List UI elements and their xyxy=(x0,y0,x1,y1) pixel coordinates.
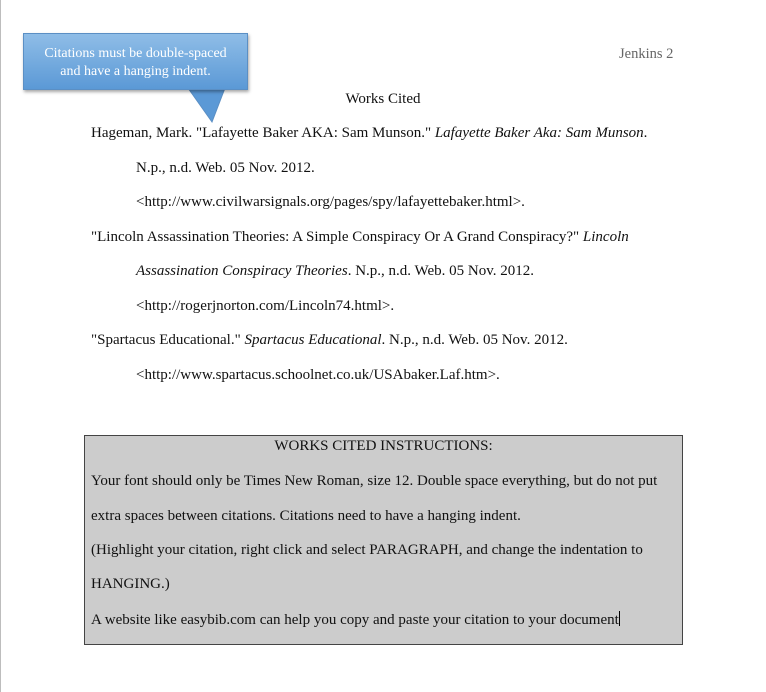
text-cursor xyxy=(619,611,620,626)
citation-2-line-2 xyxy=(136,263,534,280)
citation-3-pub-info: . N.p., n.d. Web. 05 Nov. 2012. xyxy=(381,332,568,348)
instructions-line-5-text: A website like easybib.com can help you copy and paste your citation to your document xyxy=(91,612,619,628)
instructions-box[interactable] xyxy=(84,435,683,645)
citation-3-site-title: Spartacus Educational xyxy=(244,332,382,348)
citation-3-title: "Spartacus Educational." xyxy=(91,332,245,348)
citation-1-author-title: Hageman, Mark. "Lafayette Baker AKA: Sam Munson." xyxy=(91,125,435,141)
citation-2-url: <http://rogerjnorton.com/Lincoln74.html>. xyxy=(136,298,395,314)
instructions-title: WORKS CITED INSTRUCTIONS: xyxy=(274,438,493,454)
works-cited-title: Works Cited xyxy=(345,91,421,107)
instructions-line-3: (Highlight your citation, right click and select PARAGRAPH, and change the indentation to xyxy=(91,542,643,558)
citation-3-line-1 xyxy=(91,332,568,349)
citation-1-site-title: Lafayette Baker Aka: Sam Munson xyxy=(434,125,644,141)
page-header-running-head: Jenkins 2 xyxy=(619,46,674,62)
citation-2-pub-info: . N.p., n.d. Web. 05 Nov. 2012. xyxy=(347,263,534,279)
citation-2-site-title-start: Lincoln xyxy=(582,229,629,245)
instructions-line-1: Your font should only be Times New Roman, size 12. Double space everything, but do not put xyxy=(91,473,658,489)
citation-1-url: <http://www.civilwarsignals.org/pages/spy/lafayettebaker.html>. xyxy=(136,194,525,210)
instructions-line-4: HANGING.) xyxy=(91,576,170,592)
citation-1-line-2: N.p., n.d. Web. 05 Nov. 2012. xyxy=(136,160,315,176)
instructions-line-5 xyxy=(91,611,620,629)
citation-1-line-1 xyxy=(91,125,647,142)
citation-2-site-title-end: Assassination Conspiracy Theories xyxy=(136,263,348,279)
citation-3-url: <http://www.spartacus.schoolnet.co.uk/USAbaker.Laf.htm>. xyxy=(136,367,500,383)
callout-text-line-2: and have a hanging indent. xyxy=(60,64,211,79)
callout-text-line-1: Citations must be double-spaced xyxy=(44,46,227,61)
citation-2-line-1 xyxy=(91,229,629,246)
citation-1-punct: . xyxy=(643,125,648,141)
citation-2-title: "Lincoln Assassination Theories: A Simple Conspiracy Or A Grand Conspiracy?" xyxy=(91,229,583,245)
instructions-line-2: extra spaces between citations. Citations need to have a hanging indent. xyxy=(91,508,521,524)
callout-note[interactable] xyxy=(23,33,248,90)
